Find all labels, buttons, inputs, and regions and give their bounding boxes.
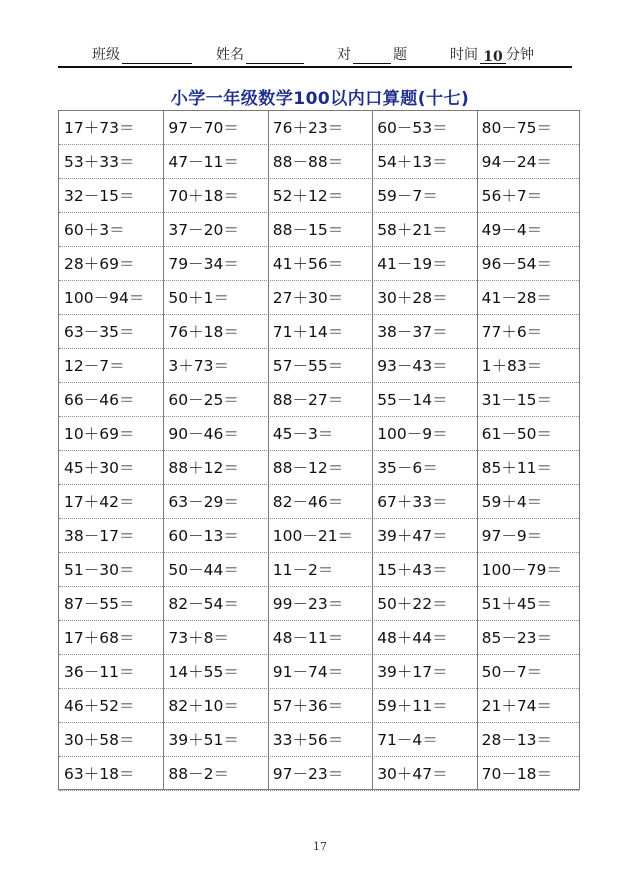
problem-cell: 80－75＝	[481, 119, 553, 137]
problem-cell: 56＋7＝	[481, 187, 543, 205]
problem-cell: 57－55＝	[272, 357, 344, 375]
problem-cell: 100－21＝	[272, 527, 354, 545]
problem-cell: 82－54＝	[168, 595, 239, 613]
question-label: 题	[393, 47, 407, 63]
problem-cell: 41－28＝	[481, 289, 553, 307]
problem-row	[59, 349, 579, 383]
problem-cell: 50＋22＝	[377, 595, 448, 613]
problem-cell: 58＋21＝	[377, 221, 448, 239]
problem-cell: 88－2＝	[168, 765, 229, 783]
problem-cell: 60－53＝	[377, 119, 448, 137]
problem-cell: 45－3＝	[272, 425, 334, 443]
problem-cell: 70－18＝	[481, 765, 553, 783]
column-divider	[477, 111, 478, 789]
problem-cell: 61－50＝	[481, 425, 553, 443]
problem-cell: 59－7＝	[377, 187, 438, 205]
problem-cell: 30＋28＝	[377, 289, 448, 307]
problem-cell: 85＋11＝	[481, 459, 553, 477]
problem-cell: 36－11＝	[64, 663, 135, 681]
problem-cell: 51－30＝	[64, 561, 135, 579]
problem-cell: 52＋12＝	[272, 187, 344, 205]
time-label: 时间	[450, 47, 478, 63]
problem-cell: 50－44＝	[168, 561, 239, 579]
problem-cell: 93－43＝	[377, 357, 448, 375]
problem-cell: 99－23＝	[272, 595, 344, 613]
problem-cell: 100－79＝	[481, 561, 562, 579]
column-divider	[163, 111, 164, 789]
worksheet-title: 小学一年级数学100以内口算题(十七)	[170, 89, 470, 109]
problem-cell: 60＋3＝	[64, 221, 125, 239]
problem-cell: 47－11＝	[168, 153, 239, 171]
problem-cell: 45＋30＝	[64, 459, 135, 477]
problem-cell: 15＋43＝	[377, 561, 448, 579]
problem-grid	[58, 110, 580, 790]
problem-cell: 90－46＝	[168, 425, 239, 443]
problem-cell: 96－54＝	[481, 255, 553, 273]
problem-cell: 11－2＝	[272, 561, 334, 579]
name-field	[216, 44, 304, 64]
problem-cell: 88－12＝	[272, 459, 344, 477]
problem-cell: 27＋30＝	[272, 289, 344, 307]
problem-row	[59, 451, 579, 485]
problem-row	[59, 519, 579, 553]
problem-row	[59, 723, 579, 757]
problem-cell: 77＋6＝	[481, 323, 543, 341]
problem-cell: 57＋36＝	[272, 697, 344, 715]
problem-row	[59, 281, 579, 315]
problem-cell: 88＋12＝	[168, 459, 239, 477]
problem-cell: 12－7＝	[64, 357, 125, 375]
problem-cell: 76＋18＝	[168, 323, 239, 341]
problem-row	[59, 111, 579, 145]
problem-cell: 10＋69＝	[64, 425, 135, 443]
problem-row	[59, 621, 579, 655]
problem-cell: 60－25＝	[168, 391, 239, 409]
problem-row	[59, 757, 579, 791]
problem-row	[59, 485, 579, 519]
time-unit: 分钟	[506, 47, 534, 63]
problem-cell: 97－9＝	[481, 527, 543, 545]
problem-cell: 21＋74＝	[481, 697, 553, 715]
problem-cell: 66－46＝	[64, 391, 135, 409]
problem-cell: 59＋11＝	[377, 697, 448, 715]
worksheet-header	[58, 44, 572, 64]
problem-cell: 73＋8＝	[168, 629, 229, 647]
score-blank[interactable]	[353, 49, 391, 64]
problem-cell: 33＋56＝	[272, 731, 344, 749]
problem-cell: 17＋42＝	[64, 493, 135, 511]
problem-cell: 76＋23＝	[272, 119, 344, 137]
problem-cell: 97－23＝	[272, 765, 344, 783]
problem-cell: 53＋33＝	[64, 153, 135, 171]
problem-cell: 50＋1＝	[168, 289, 229, 307]
class-field	[92, 44, 192, 64]
problem-cell: 46＋52＝	[64, 697, 135, 715]
problem-row	[59, 145, 579, 179]
problem-cell: 37－20＝	[168, 221, 239, 239]
problem-cell: 28－13＝	[481, 731, 553, 749]
problem-cell: 88－88＝	[272, 153, 344, 171]
problem-row	[59, 383, 579, 417]
problem-cell: 71＋14＝	[272, 323, 344, 341]
problem-cell: 17＋73＝	[64, 119, 135, 137]
problem-cell: 41＋56＝	[272, 255, 344, 273]
problem-cell: 88－27＝	[272, 391, 344, 409]
time-value: 10	[480, 49, 506, 64]
problem-row	[59, 179, 579, 213]
name-label: 姓名	[216, 47, 244, 63]
problem-cell: 94－24＝	[481, 153, 553, 171]
problem-row	[59, 655, 579, 689]
problem-cell: 39＋47＝	[377, 527, 448, 545]
problem-cell: 31－15＝	[481, 391, 553, 409]
problem-cell: 97－70＝	[168, 119, 239, 137]
problem-cell: 38－37＝	[377, 323, 448, 341]
problem-cell: 51＋45＝	[481, 595, 553, 613]
problem-row	[59, 553, 579, 587]
problem-cell: 60－13＝	[168, 527, 239, 545]
name-blank[interactable]	[246, 49, 304, 64]
problem-cell: 30＋58＝	[64, 731, 135, 749]
class-blank[interactable]	[122, 49, 192, 64]
problem-cell: 48＋44＝	[377, 629, 448, 647]
problem-cell: 49－4＝	[481, 221, 543, 239]
problem-cell: 54＋13＝	[377, 153, 448, 171]
problem-row	[59, 213, 579, 247]
problem-cell: 91－74＝	[272, 663, 344, 681]
problem-cell: 87－55＝	[64, 595, 135, 613]
problem-row	[59, 689, 579, 723]
problem-cell: 100－9＝	[377, 425, 448, 443]
problem-cell: 50－7＝	[481, 663, 543, 681]
problem-cell: 3＋73＝	[168, 357, 229, 375]
column-divider	[268, 111, 269, 789]
header-underline	[58, 66, 572, 68]
problem-cell: 70＋18＝	[168, 187, 239, 205]
problem-cell: 39＋17＝	[377, 663, 448, 681]
problem-cell: 32－15＝	[64, 187, 135, 205]
class-label: 班级	[92, 47, 120, 63]
problem-cell: 17＋68＝	[64, 629, 135, 647]
problem-cell: 28＋69＝	[64, 255, 135, 273]
problem-row	[59, 315, 579, 349]
problem-cell: 82－46＝	[272, 493, 344, 511]
problem-cell: 55－14＝	[377, 391, 448, 409]
problem-cell: 14＋55＝	[168, 663, 239, 681]
correct-label: 对	[337, 47, 351, 63]
problem-cell: 30＋47＝	[377, 765, 448, 783]
problem-cell: 67＋33＝	[377, 493, 448, 511]
page-number: 17	[313, 840, 327, 853]
column-divider	[372, 111, 373, 789]
problem-cell: 82＋10＝	[168, 697, 239, 715]
problem-cell: 79－34＝	[168, 255, 239, 273]
time-field	[450, 44, 534, 64]
problem-cell: 41－19＝	[377, 255, 448, 273]
problem-row	[59, 247, 579, 281]
problem-cell: 63－29＝	[168, 493, 239, 511]
problem-cell: 38－17＝	[64, 527, 135, 545]
problem-cell: 48－11＝	[272, 629, 344, 647]
problem-row	[59, 417, 579, 451]
problem-row	[59, 587, 579, 621]
problem-cell: 88－15＝	[272, 221, 344, 239]
problem-cell: 39＋51＝	[168, 731, 239, 749]
problem-cell: 59＋4＝	[481, 493, 543, 511]
problem-cell: 71－4＝	[377, 731, 438, 749]
problem-cell: 63＋18＝	[64, 765, 135, 783]
problem-cell: 35－6＝	[377, 459, 438, 477]
problem-cell: 85－23＝	[481, 629, 553, 647]
problem-cell: 100－94＝	[64, 289, 145, 307]
problem-cell: 1＋83＝	[481, 357, 543, 375]
score-field	[337, 44, 407, 64]
problem-cell: 63－35＝	[64, 323, 135, 341]
